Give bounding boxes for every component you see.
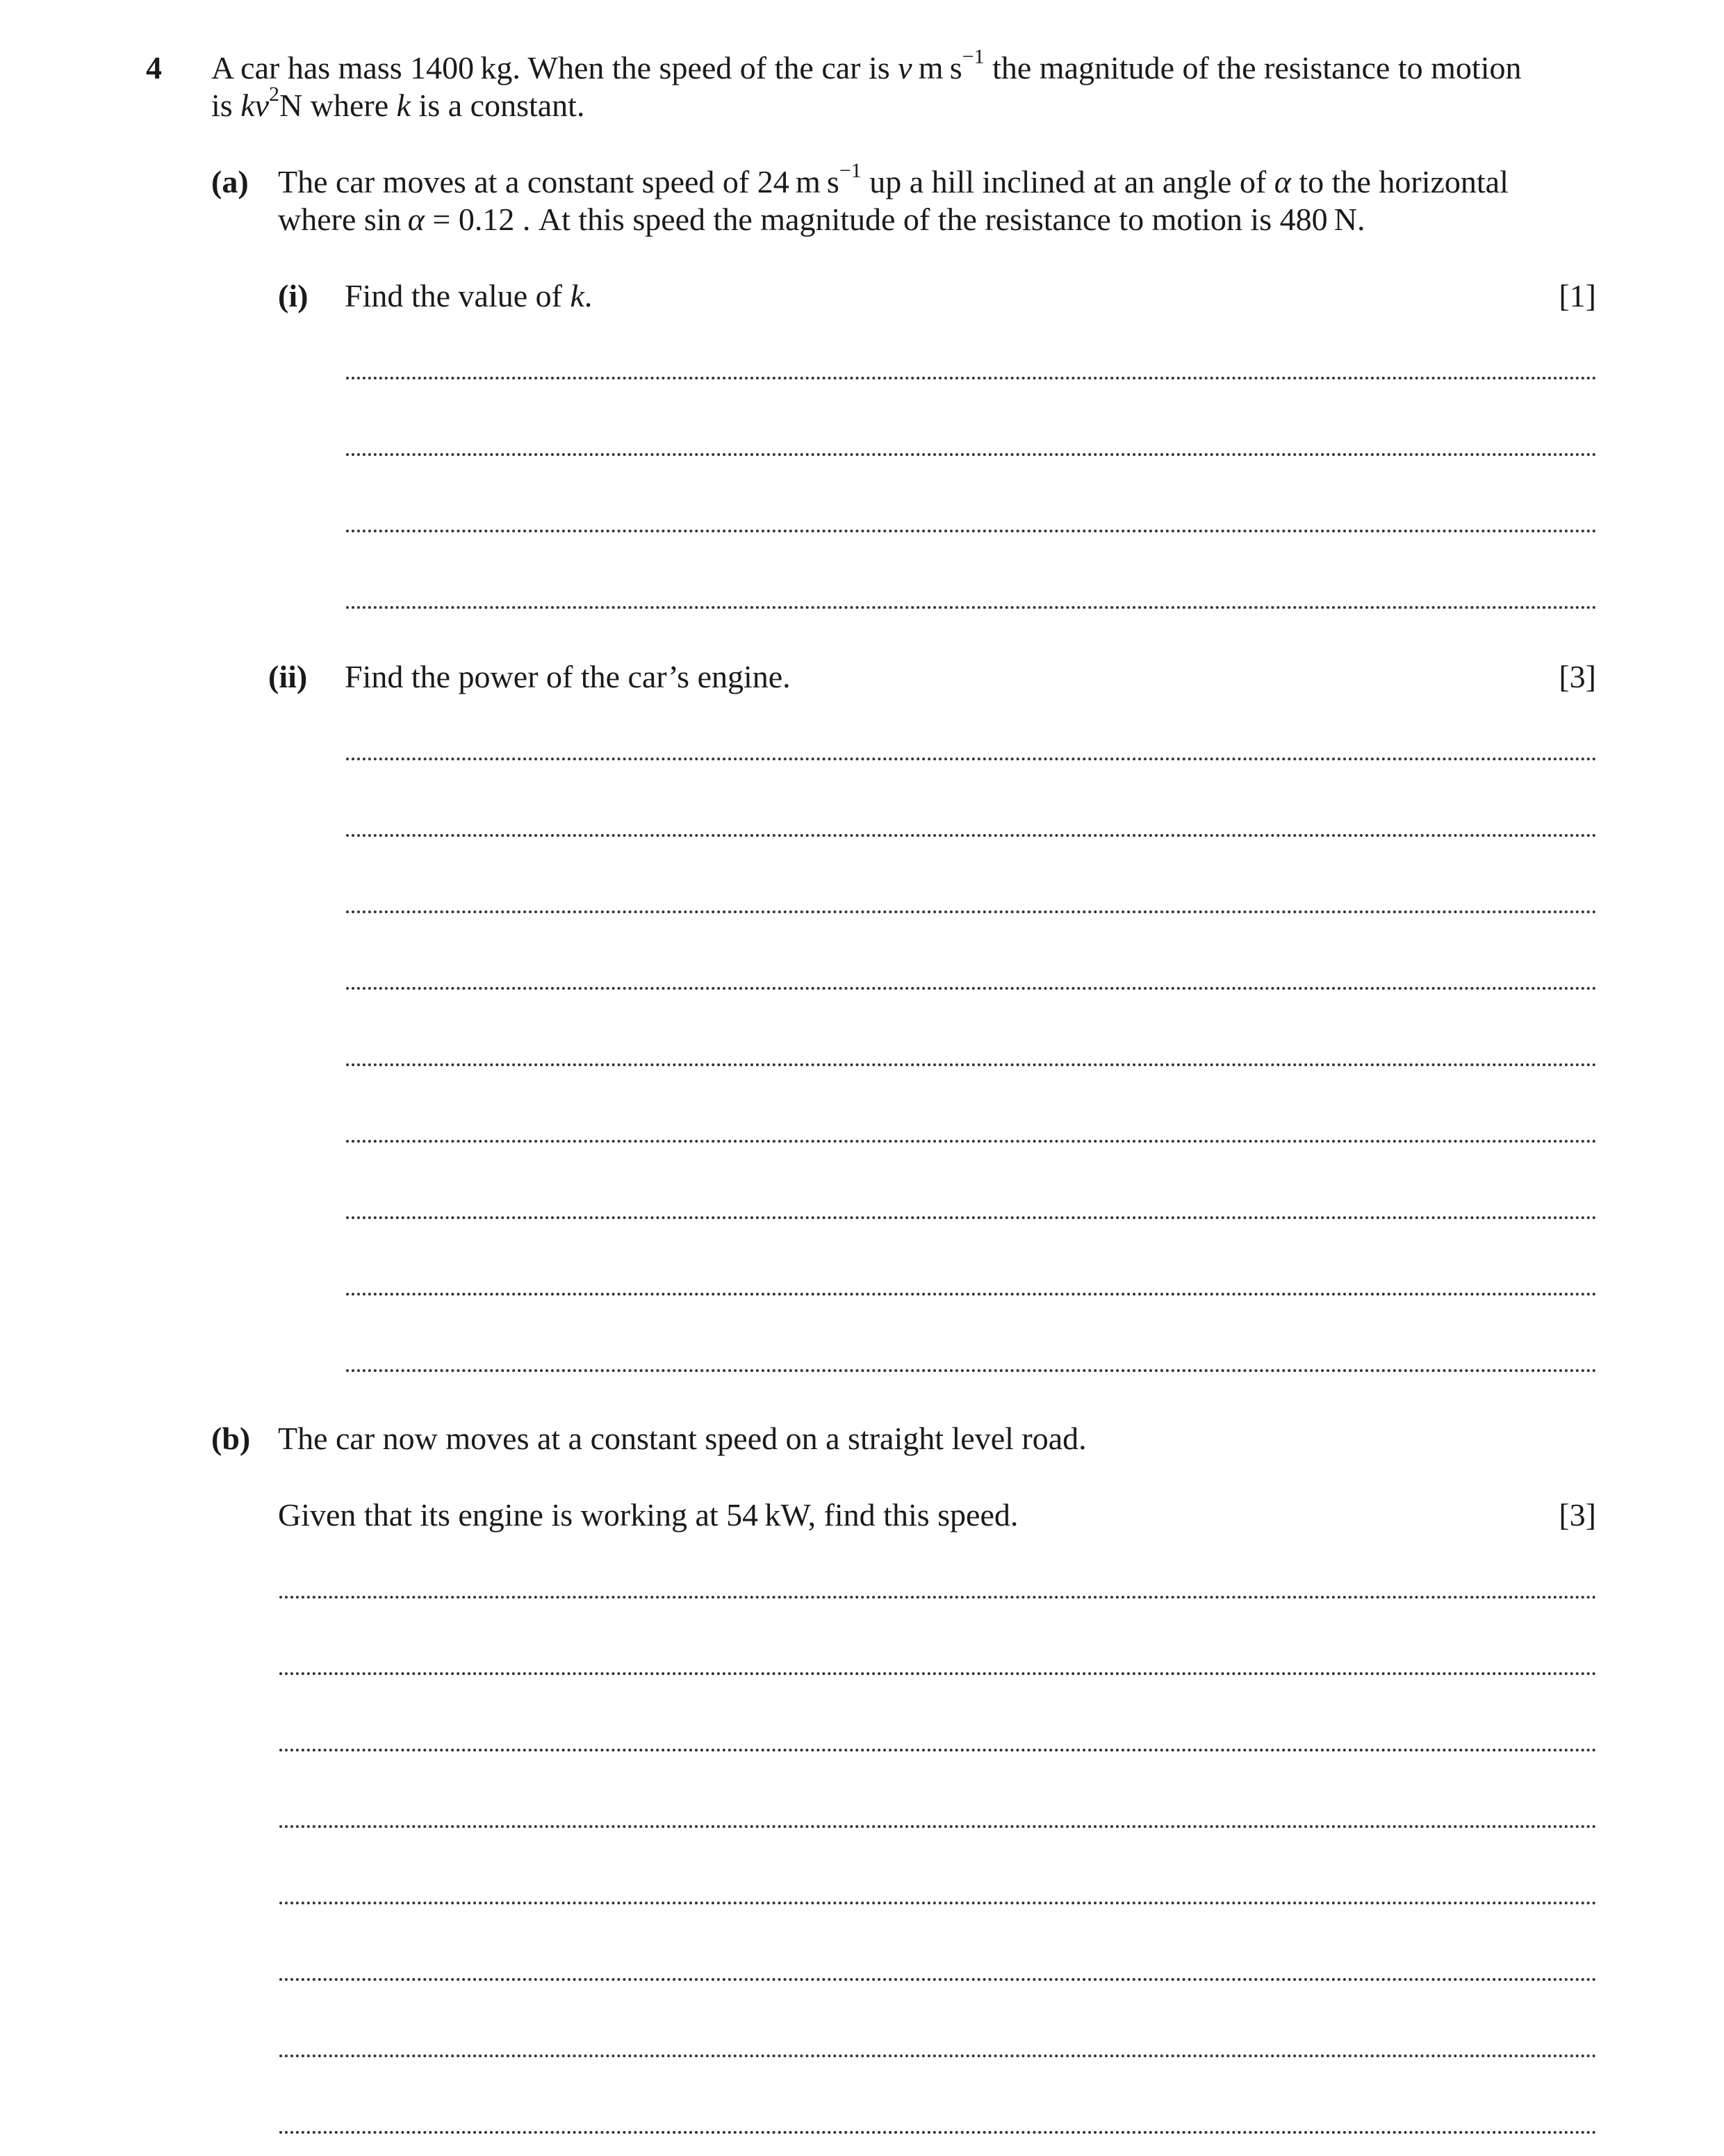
- question-stem-line-1: A car has mass 1400 kg. When the speed of the car is v m $s^{-1}$ the magnitude of the resistance to motion: [211, 45, 1522, 85]
- answer-line[interactable]: [346, 1140, 1597, 1143]
- part-b-question: Given that its engine is working at 54 kW, find this speed.: [278, 1497, 1019, 1533]
- part-b-label: (b): [211, 1421, 251, 1456]
- answer-line[interactable]: [346, 1369, 1597, 1372]
- question-stem-line-2: is $kv^2N$ where k is a constant.: [211, 83, 585, 123]
- part-a-ii-question: Find the power of the car’s engine.: [345, 659, 791, 694]
- part-a-label: (a): [211, 164, 249, 199]
- answer-line[interactable]: [346, 453, 1597, 456]
- answer-line[interactable]: [346, 1216, 1597, 1219]
- answer-line[interactable]: [346, 910, 1597, 913]
- answer-line[interactable]: [279, 1902, 1597, 1904]
- part-a-i-question: Find the value of k.: [345, 278, 593, 313]
- part-a-i-label: (i): [278, 278, 309, 313]
- answer-line[interactable]: [279, 1825, 1597, 1828]
- part-a-ii-marks: [3]: [1559, 659, 1596, 694]
- answer-line[interactable]: [346, 377, 1597, 379]
- answer-line[interactable]: [346, 606, 1597, 609]
- part-a-line-1: The car moves at a constant speed of 24 m $s^{-1}$ up a hill inclined at an angle of α to the horizontal: [278, 159, 1509, 199]
- answer-line[interactable]: [346, 834, 1597, 837]
- question-number: 4: [146, 50, 162, 85]
- part-b-marks: [3]: [1559, 1497, 1596, 1533]
- answer-line[interactable]: [279, 1749, 1597, 1751]
- answer-line[interactable]: [346, 1063, 1597, 1066]
- part-b-line-1: The car now moves at a constant speed on a straight level road.: [278, 1421, 1087, 1456]
- answer-line[interactable]: [279, 2131, 1597, 2134]
- answer-line[interactable]: [346, 758, 1597, 760]
- answer-line[interactable]: [346, 530, 1597, 532]
- answer-line[interactable]: [279, 2055, 1597, 2057]
- part-a-i-marks: [1]: [1559, 278, 1596, 313]
- part-a-ii-label: (ii): [268, 659, 308, 694]
- answer-line[interactable]: [279, 1672, 1597, 1675]
- answer-line[interactable]: [279, 1978, 1597, 1981]
- answer-line[interactable]: [346, 1293, 1597, 1296]
- answer-line[interactable]: [346, 987, 1597, 990]
- part-a-line-2: where sin α = 0.12 . At this speed the magnitude of the resistance to motion is 480 N.: [278, 202, 1365, 237]
- answer-line[interactable]: [279, 1596, 1597, 1599]
